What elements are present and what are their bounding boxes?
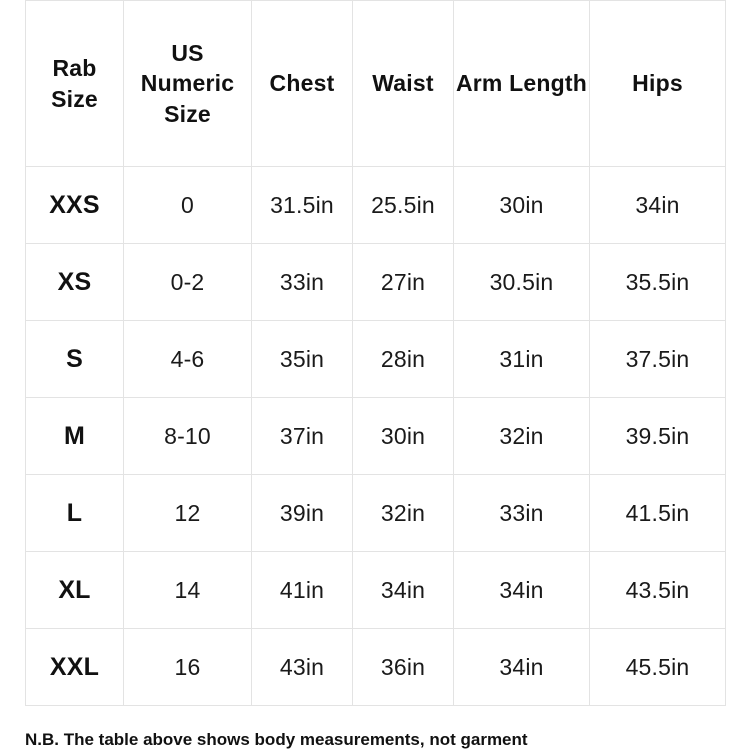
cell-chest: 31.5in	[252, 167, 353, 244]
table-row	[26, 244, 726, 321]
cell-arm-length: 32in	[454, 398, 590, 475]
cell-us-numeric-size: 0	[124, 167, 252, 244]
cell-arm-length: 30in	[454, 167, 590, 244]
table-row	[26, 475, 726, 552]
cell-hips: 34in	[590, 167, 726, 244]
cell-waist: 32in	[353, 475, 454, 552]
cell-size: XS	[26, 244, 124, 321]
cell-hips: 37.5in	[590, 321, 726, 398]
size-chart-table	[25, 0, 726, 706]
cell-chest: 33in	[252, 244, 353, 321]
cell-hips: 41.5in	[590, 475, 726, 552]
cell-us-numeric-size: 8-10	[124, 398, 252, 475]
cell-us-numeric-size: 0-2	[124, 244, 252, 321]
table-row	[26, 321, 726, 398]
cell-us-numeric-size: 14	[124, 552, 252, 629]
table-header-row	[26, 1, 726, 167]
column-header-chest: Chest	[252, 1, 353, 167]
column-header-waist: Waist	[353, 1, 454, 167]
cell-us-numeric-size: 12	[124, 475, 252, 552]
cell-arm-length: 34in	[454, 552, 590, 629]
cell-size: XXS	[26, 167, 124, 244]
column-header-hips: Hips	[590, 1, 726, 167]
cell-waist: 28in	[353, 321, 454, 398]
cell-hips: 45.5in	[590, 629, 726, 706]
table-row	[26, 552, 726, 629]
cell-chest: 35in	[252, 321, 353, 398]
table-row	[26, 167, 726, 244]
cell-arm-length: 33in	[454, 475, 590, 552]
cell-size: L	[26, 475, 124, 552]
cell-size: XL	[26, 552, 124, 629]
column-header-us-numeric-size: US Numeric Size	[124, 1, 252, 167]
cell-size: S	[26, 321, 124, 398]
cell-chest: 39in	[252, 475, 353, 552]
cell-waist: 25.5in	[353, 167, 454, 244]
cell-us-numeric-size: 4-6	[124, 321, 252, 398]
table-row	[26, 398, 726, 475]
cell-us-numeric-size: 16	[124, 629, 252, 706]
cell-hips: 43.5in	[590, 552, 726, 629]
cell-hips: 35.5in	[590, 244, 726, 321]
cell-arm-length: 34in	[454, 629, 590, 706]
cell-waist: 30in	[353, 398, 454, 475]
cell-chest: 43in	[252, 629, 353, 706]
cell-arm-length: 31in	[454, 321, 590, 398]
cell-arm-length: 30.5in	[454, 244, 590, 321]
cell-hips: 39.5in	[590, 398, 726, 475]
cell-chest: 37in	[252, 398, 353, 475]
table-header	[26, 1, 726, 167]
column-header-rab-size: Rab Size	[26, 1, 124, 167]
cell-waist: 36in	[353, 629, 454, 706]
cell-waist: 34in	[353, 552, 454, 629]
column-header-arm-length: Arm Length	[454, 1, 590, 167]
cell-size: M	[26, 398, 124, 475]
table-body	[26, 167, 726, 706]
cell-waist: 27in	[353, 244, 454, 321]
table-row	[26, 629, 726, 706]
table-footnote: N.B. The table above shows body measurements, not garment	[25, 730, 528, 749]
cell-size: XXL	[26, 629, 124, 706]
cell-chest: 41in	[252, 552, 353, 629]
